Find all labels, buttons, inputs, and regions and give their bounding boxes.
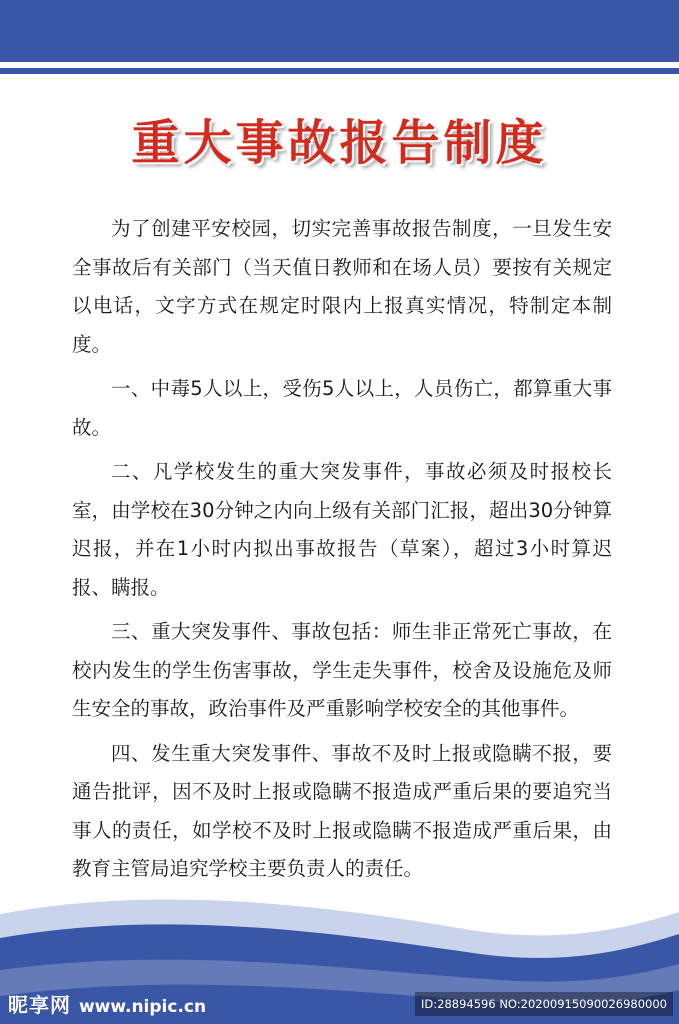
top-banner	[0, 0, 679, 62]
paragraph-item-2: 二、凡学校发生的重大突发事件，事故必须及时报校长室，由学校在30分钟之内向上级有关部门汇报，超出30分钟算迟报，并在1小时内拟出事故报告（草案），超过3小时算迟报、瞒报。	[72, 460, 612, 599]
image-id-watermark: ID:28894596 NO:20200915090026980000	[415, 992, 673, 1016]
top-divider-line	[0, 68, 679, 74]
paragraph-item-1: 一、中毒5人以上，受伤5人以上，人员伤亡，都算重大事故。	[72, 377, 612, 439]
paragraph-item-3: 三、重大突发事件、事故包括：师生非正常死亡事故，在校内发生的学生伤害事故，学生走失事件，校舍及设施危及师生安全的事故，政治事件及严重影响学校安全的其他事件。	[72, 620, 612, 720]
logo-url: www.nipic.cn	[78, 997, 207, 1017]
document-body	[72, 210, 612, 895]
site-logo	[8, 990, 206, 1020]
paragraph-intro: 为了创建平安校园，切实完善事故报告制度，一旦发生安全事故后有关部门（当天值日教师和在场人员）要按有关规定以电话，文字方式在规定时限内上报真实情况，特制定本制度。	[72, 217, 612, 356]
logo-text: 昵享网	[8, 993, 71, 1017]
paragraph-item-4: 四、发生重大突发事件、事故不及时上报或隐瞒不报，要通告批评，因不及时上报或隐瞒不报造成严重后果的要追究当事人的责任，如学校不及时上报或隐瞒不报造成严重后果，由教育主管局追究学校主要负责人的责任。	[72, 741, 612, 880]
page-title: 重大事故报告制度	[131, 115, 548, 171]
